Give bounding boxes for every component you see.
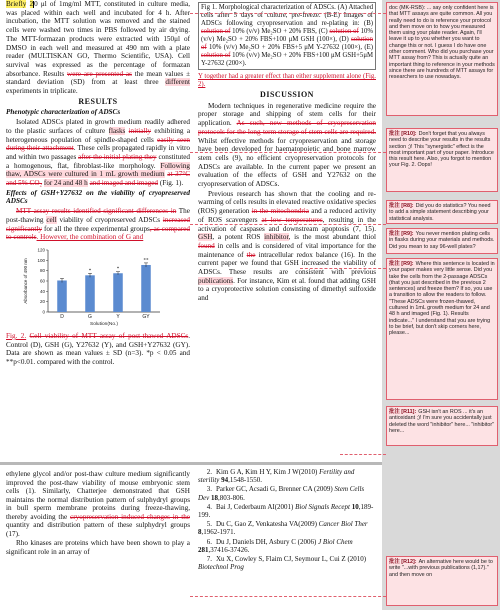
reference-pages: ,803-806. xyxy=(218,493,245,502)
comment-text: doc (MK-RSB): ... say only confident here is that MTT assays are quite common. All you really need to do is reference your protocol and then move on to how you measured them using your plate reader. Again, I'll leave it up to you whether you want to change this or not. I guess I do have one other comment. Who did you purchase your MTT assay from? This is actually quite an important thing to reference in your methods since there are hundreds of MTT assays for researchers to use nowadays. xyxy=(389,5,495,81)
deleted-text[interactable]: after the initial plating they xyxy=(78,152,157,161)
comment-text: You never mention plating cells in flasks during your materials and methods. Did you mean to say 96-well plates? xyxy=(389,231,495,250)
chart-svg xyxy=(20,244,170,330)
significance-label: ** xyxy=(143,258,149,264)
commented-text[interactable]: different xyxy=(165,78,190,87)
deleted-text[interactable]: solution of xyxy=(201,28,231,35)
reference-number: 3. xyxy=(206,485,212,494)
bar xyxy=(57,280,67,312)
deleted-text[interactable]: solution of xyxy=(201,36,373,51)
reference-journal: Biotechnol Prog xyxy=(198,563,244,572)
deleted-text[interactable]: the xyxy=(246,250,256,259)
comment-balloon[interactable] xyxy=(386,406,498,446)
text-run: 10% (v/v) Me₂SO + 20% FBS+100 μM GSH (100×), (D) xyxy=(201,28,374,43)
text-run: . For instance, Kim et al. found that adding GSH to a cryoprotective solution consisting of dimethyl sulfoxide and xyxy=(198,276,376,303)
commented-text[interactable]: publications xyxy=(198,276,234,285)
category-label: GY xyxy=(142,313,150,320)
figure-2-caption xyxy=(6,332,190,367)
comment-tag: 批注 [R9]: xyxy=(389,231,414,237)
deleted-text[interactable]: solution of xyxy=(201,52,231,59)
reference-item xyxy=(198,468,376,484)
deleted-text[interactable]: were are presented as xyxy=(67,69,132,78)
reference-authors: Parker GC, Acsadi G, Brenner CA (2009) xyxy=(216,485,335,494)
deleted-text[interactable]: found xyxy=(198,241,215,250)
text-run: experiments in triplicate. xyxy=(6,87,78,96)
reference-journal: J Biol Chem xyxy=(318,537,353,546)
deleted-text[interactable]: As such, new methods of cryopreservation protocols for the long-term storage of stem cells are required. xyxy=(198,119,376,136)
comment-connector xyxy=(300,268,386,269)
reference-item xyxy=(198,555,376,571)
y-tick-label: 120 xyxy=(37,247,45,253)
reference-authors: Du C, Gao Z, Venkatesha VA(2009) xyxy=(216,520,319,529)
comment-tag: 批注 [R8]: xyxy=(389,203,414,209)
text-run: intracellular redox balance (16). In the current paper we found that GSH increased the viability of ADSCs. These results are consistent with previous xyxy=(198,250,376,277)
reference-authors: Xu X, Cowley S, Flaim CJ, Seymour L, Cui Z (2010) xyxy=(216,555,367,564)
reference-journal: Fertility and sterility xyxy=(198,468,355,485)
comment-balloon[interactable] xyxy=(386,258,498,400)
text-run: exhibiting a heterogeneous population of spindle-shaped cells xyxy=(6,126,190,144)
deleted-text[interactable]: easily seen during their attachment xyxy=(6,135,190,153)
text-run: quantity and distribution pattern of these sulphydryl groups (17). xyxy=(6,521,190,538)
y-tick-label: 100 xyxy=(37,257,45,263)
reference-item xyxy=(198,485,376,501)
comment-connector xyxy=(190,224,386,225)
comment-connector xyxy=(190,13,386,14)
category-label: G xyxy=(88,313,92,320)
reference-volume: 8 xyxy=(198,528,202,537)
text-run: the mean values ± standard deviation (SD) from at least three xyxy=(6,69,190,87)
text-run: . These cells propagated rapidly in vitro and within two passages xyxy=(6,144,190,161)
results-paragraph-1 xyxy=(6,118,190,188)
reference-journal: Biol Signals Recept xyxy=(295,502,352,511)
discussion-paragraph-4: Rho kinases are proteins which have been shown to play a significant role in an array of xyxy=(6,539,190,556)
reference-journal: Cancer Biol Ther xyxy=(318,520,368,529)
y-tick-label: 80 xyxy=(39,268,45,274)
text-run: viability of cryopreserved ADSCs xyxy=(59,215,161,224)
deleted-text[interactable]: at 37°C and 5% CO₂ xyxy=(6,170,190,188)
text-run: in cells and is considered of vital importance for the maintenance of xyxy=(198,241,376,259)
comment-balloon[interactable] xyxy=(386,228,498,254)
next-page-left-column xyxy=(6,470,190,610)
text-run: Modern techniques in regenerative medicine require the proper storage and shipping of stem cells for their application. xyxy=(198,101,376,128)
commented-text[interactable]: Following thaw, ADSCs were cultured in 1 mL growth medium xyxy=(6,161,190,179)
viability-bar-chart xyxy=(20,244,170,330)
comment-connector xyxy=(190,596,386,597)
reference-volume: 281 xyxy=(198,545,209,554)
y-tick-label: 0 xyxy=(42,309,45,315)
reference-authors: Bai J, Cederbaum AI(2001) xyxy=(216,502,296,511)
reference-authors: Du J, Daniels DH, Asbury C (2006) xyxy=(216,537,319,546)
discussion-paragraph-3 xyxy=(6,470,190,538)
reference-volume: 10 xyxy=(351,502,359,511)
deleted-text[interactable]: at low temperatures xyxy=(261,215,323,224)
methods-paragraph xyxy=(6,0,190,96)
reference-item xyxy=(198,538,376,554)
deleted-text[interactable]: increased significantly xyxy=(6,215,190,233)
text-run: 10% (v/v) Me₂SO + 20% FBS+100 μM GSH+5μM Y-27632 (200×). xyxy=(201,52,374,67)
reference-volume: 94 xyxy=(221,476,229,485)
comment-balloon[interactable] xyxy=(386,2,498,116)
discussion-paragraph-2 xyxy=(198,190,376,303)
category-label: Y xyxy=(116,313,120,320)
comment-connector xyxy=(190,152,386,153)
reference-number: 6. xyxy=(206,537,212,546)
reference-pages: ,1548-1550. xyxy=(228,476,262,485)
comment-text: GSH isn't an ROS ... it's an antioxidant ;)! I'm sure you accidentally just deleted the word "inhibitor" here... "inhibitor" here... xyxy=(389,409,495,434)
highlighted-text: Briefly xyxy=(6,0,27,8)
reference-pages: ,189-199. xyxy=(198,502,374,520)
subheading-phenotypic: Phenotypic characterization of ADSCs xyxy=(6,108,121,117)
significance-label: * xyxy=(88,268,92,274)
comment-tag: 批注 [R10]: xyxy=(389,131,417,137)
comment-text: Where this sentence is located in your paper makes very little sense. Did you take the cells from the 2-passage ADSCs (that you just described in the previous 2 sentences) and freeze them? If so, you use a transition to allow the readers to follow. "These ADSCs were frozen-thawed, cultured in 1mL growth medium for 24 and 48 h and imaged (Fig. 1). Results indicate..." I understand that you are trying to be brief, but don't skip corners here, please... xyxy=(389,261,495,337)
comment-text: Did you do statistics? You need to add a simple statement describing your statistical analysis. xyxy=(389,203,491,222)
deleted-text[interactable]: solution of xyxy=(329,28,359,35)
text-run: 0 μl of 1mg/ml MTT, constituted in culture media, was placed within each well and incubated for 4 h. After incubation, the MTT solution was removed and the stained cells were washed two times in PBS followed by air drying. The MTT-formazan products were extracted with 150μl of DMSO in each well and measured at 490 nm with a plate reader (MULTISKAN GO, Thermo Scientific, USA). Cell survival was expressed as the percentage of formazan absorbance. Results xyxy=(6,0,190,78)
left-column xyxy=(6,0,190,455)
figure-label[interactable]: Fig. 2. xyxy=(6,331,27,340)
right-column xyxy=(198,2,376,458)
text-run: ethylene glycol and/or post-thaw culture medium significantly improved the post-thaw viability of mouse embryonic stem cells (1). Similarly, Chatterjee demonstrated that GSH maintains the normal distribution pattern of sulphydryl groups in bull sperm membrane proteins during freeze-thawing, thereby avoiding the xyxy=(6,470,190,521)
deleted-text[interactable]: MTT assay results identified significant differences in xyxy=(16,207,177,216)
x-axis-label: Solution(No.) xyxy=(90,321,118,327)
deleted-text[interactable]: , as compared to controls xyxy=(6,224,190,242)
subheading-viability: Effects of GSH+Y27632 on the viability of cryopreserved ADSCs xyxy=(6,188,190,206)
text-run: for all the three experimental groups xyxy=(43,224,150,233)
deleted-text[interactable]: in the mitochondria xyxy=(251,207,309,216)
text-run: , a potent ROS xyxy=(212,233,261,242)
deleted-text[interactable]: and imaged and imaged xyxy=(89,179,159,188)
results-paragraph-2 xyxy=(6,207,190,242)
reference-number: 7. xyxy=(206,555,212,564)
reference-authors: Kim G A, Kim H Y, Kim J W(2010) xyxy=(216,468,320,476)
reference-journal: Stem Cells Dev xyxy=(198,485,365,502)
reference-volume: 18 xyxy=(211,493,219,502)
references-list xyxy=(198,468,376,610)
category-label: D xyxy=(60,313,64,320)
text-run: constituted a homogenous, flat, fibroblast-like morphology. xyxy=(6,152,190,170)
commented-text[interactable]: flasks xyxy=(108,126,126,135)
comment-tag: 批注 [R12]: xyxy=(389,559,417,565)
reference-pages: ,1962-1971. xyxy=(201,528,236,537)
text-run: , is the most abundant thiol xyxy=(288,233,376,242)
comment-text: An alternative here would be to write "...with previous publications (1,17)." and then move on xyxy=(389,559,493,578)
text-run: Fig 1. Morphological characterization of ADSCs. (A) Attached cells after 5 days of culture, pre-freeze. (B-E) Images of ADSCs following cryopreservation and re-plating in: (B) xyxy=(201,4,373,27)
text-run: 10% (v/v) Me₂SO + 20% FBS+5 μM Y-27632 (100×), (E) xyxy=(209,44,374,51)
bar xyxy=(85,275,95,312)
page-break xyxy=(0,462,382,465)
discussion-heading: DISCUSSION xyxy=(260,90,314,99)
text-run: 10% (v/v) Me₂SO + 20% FBS, (C) xyxy=(232,28,328,35)
reference-item xyxy=(198,503,376,519)
reference-item xyxy=(198,520,376,536)
comment-connector xyxy=(340,454,386,455)
text-run: . Control (D), GSH (G), Y27632 (Y), and GSH+Y27632 (GY). Data are shown as mean values ± SD (n=3). *p < 0.05 and **p<0.01. compared with the control. xyxy=(6,331,190,367)
text-run: Whilst effective methods for cryopreservation and storage have been developed for haematopoietic and bone marrow stem cells (9), no efficient cryopreservation protocols for ADSCs are available. In the current paper we present an evaluation of the effects of GSH and Y27632 on the cryopreservation of ADSCs. xyxy=(198,136,376,189)
bar xyxy=(113,273,123,312)
text-run: , resulting in the activation of caspases and downstream apoptosis (7, 15). xyxy=(198,215,376,233)
commented-text[interactable]: inhibitor xyxy=(264,233,289,242)
deleted-text[interactable]: initially xyxy=(128,126,152,135)
y-tick-label: 20 xyxy=(39,299,45,305)
cursor-mark[interactable]: 2 xyxy=(29,0,34,8)
text-run: Previous research has shown that the cooling and re-warming of cells results in elevated reactive oxidative species (ROS) generation xyxy=(198,189,376,216)
y-tick-label: 40 xyxy=(39,288,45,294)
reference-pages: ,37416-37426. xyxy=(208,545,250,554)
y-axis-label: Absorbance of 490 nm xyxy=(23,258,28,304)
reference-number: 5. xyxy=(206,520,212,529)
reference-number: 2. xyxy=(206,468,212,476)
inserted-text[interactable]: . However, the combination of G and xyxy=(36,233,144,242)
commented-text[interactable]: GSH xyxy=(198,233,213,242)
text-run: (Fig. 1). xyxy=(159,179,184,188)
comment-tag: 批注 [R9]: xyxy=(389,261,414,267)
y-tick-label: 60 xyxy=(39,278,45,284)
deleted-text[interactable]: Cell viability of MTT assay of post-thawed ADSCs xyxy=(29,331,189,340)
text-run: and a reduced activity of ROS scavengers xyxy=(198,207,376,224)
comment-text: Don't forget that you always need to describe your results in the results section ;)! This "synergistic" effect is the most important part of your paper. Introduce this result here. Also, you forgot to mention your Fig. 2. Oops! xyxy=(389,131,494,169)
commented-text[interactable]: cell xyxy=(46,215,57,224)
text-run: Isolated ADSCs plated in growth medium readily adhered to the plastic surfaces of culture xyxy=(6,118,190,135)
text-run: The post-thawing xyxy=(6,207,190,224)
results-heading: RESULTS xyxy=(78,96,118,106)
comment-tag: 批注 [R11]: xyxy=(389,409,417,415)
deleted-text[interactable]: cryopreservation induced changes in the xyxy=(70,512,190,521)
reference-number: 4. xyxy=(206,502,212,511)
bar xyxy=(141,265,151,312)
discussion-paragraph-1 xyxy=(198,102,376,189)
commented-text[interactable]: for 24 and 48 h xyxy=(43,179,88,188)
comment-balloon[interactable] xyxy=(386,128,498,192)
significance-label: * xyxy=(116,267,120,273)
comment-balloon[interactable] xyxy=(386,200,498,224)
comment-balloon[interactable] xyxy=(386,556,498,606)
inserted-sentence[interactable]: Y together had a greater effect than either supplement alone (Fig. 2). xyxy=(198,73,376,88)
